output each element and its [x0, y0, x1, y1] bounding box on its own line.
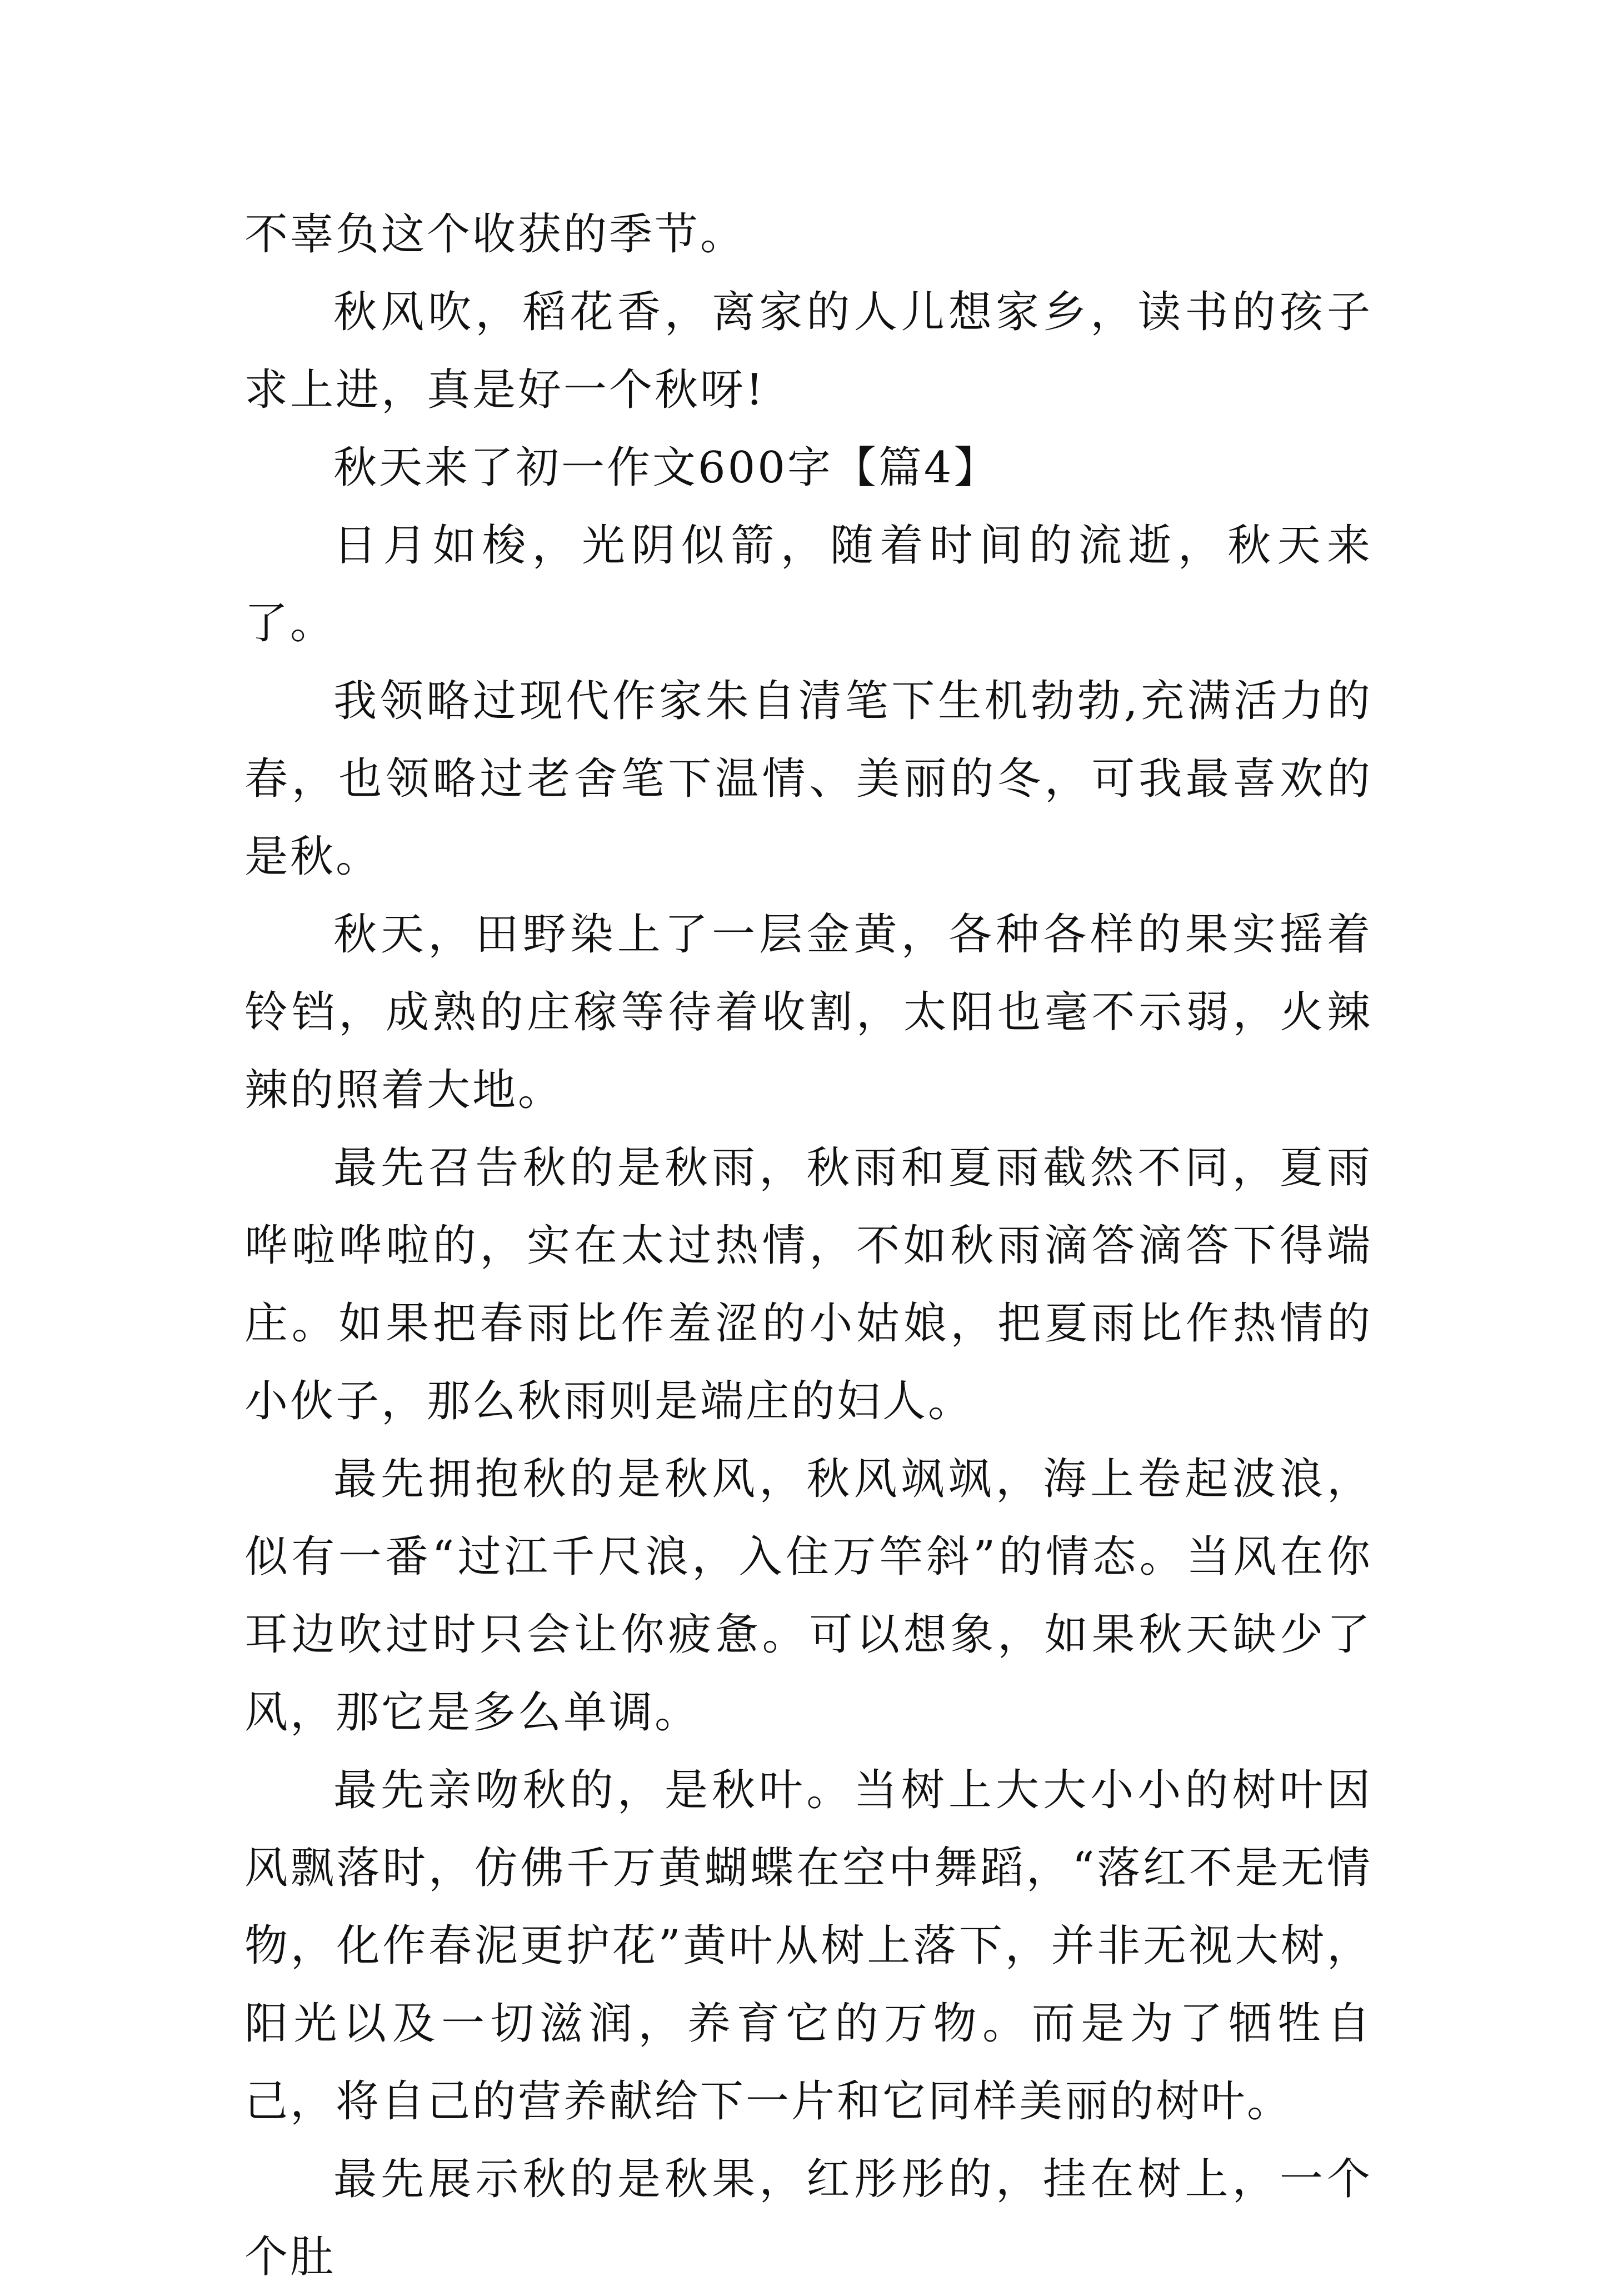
- paragraph: 我领略过现代作家朱自清笔下生机勃勃,充满活力的春，也领略过老舍笔下温情、美丽的冬，可我最喜欢的是秋。: [244, 676, 1372, 882]
- paragraph: 最先展示秋的是秋果，红彤彤的，挂在树上，一个个肚: [244, 2154, 1372, 2282]
- paragraph: 最先拥抱秋的是秋风，秋风飒飒，海上卷起波浪，似有一番“过江千尺浪，入住万竿斜”的情态。当风在你耳边吹过时只会让你疲惫。可以想象，如果秋天缺少了风，那它是多么单调。: [244, 1454, 1372, 1738]
- paragraph: 秋天，田野染上了一层金黄，各种各样的果实摇着铃铛，成熟的庄稼等待着收割，太阳也毫不示弱，火辣辣的照着大地。: [244, 910, 1372, 1115]
- essay-heading: 秋天来了初一作文600字【篇4】: [333, 443, 1000, 493]
- paragraph-continuation: 不辜负这个收获的季节。: [244, 209, 746, 259]
- paragraph: 最先召告秋的是秋雨，秋雨和夏雨截然不同，夏雨哗啦哗啦的，实在太过热情，不如秋雨滴答滴答下得端庄。如果把春雨比作羞涩的小姑娘，把夏雨比作热情的小伙子，那么秋雨则是端庄的妇人。: [244, 1143, 1372, 1426]
- essay-body: [244, 196, 1372, 2296]
- paragraph: 最先亲吻秋的，是秋叶。当树上大大小小的树叶因风飘落时，仿佛千万黄蝴蝶在空中舞蹈，“落红不是无情物，化作春泥更护花”黄叶从树上落下，并非无视大树，阳光以及一切滋润，养育它的万物。而是为了牺牲自己，将自己的营养献给下一片和它同样美丽的树叶。: [244, 1765, 1372, 2127]
- paragraph: 日月如梭，光阴似箭，随着时间的流逝，秋天来了。: [244, 521, 1372, 648]
- paragraph: 秋风吹，稻花香，离家的人儿想家乡，读书的孩子求上进，真是好一个秋呀!: [244, 287, 1372, 415]
